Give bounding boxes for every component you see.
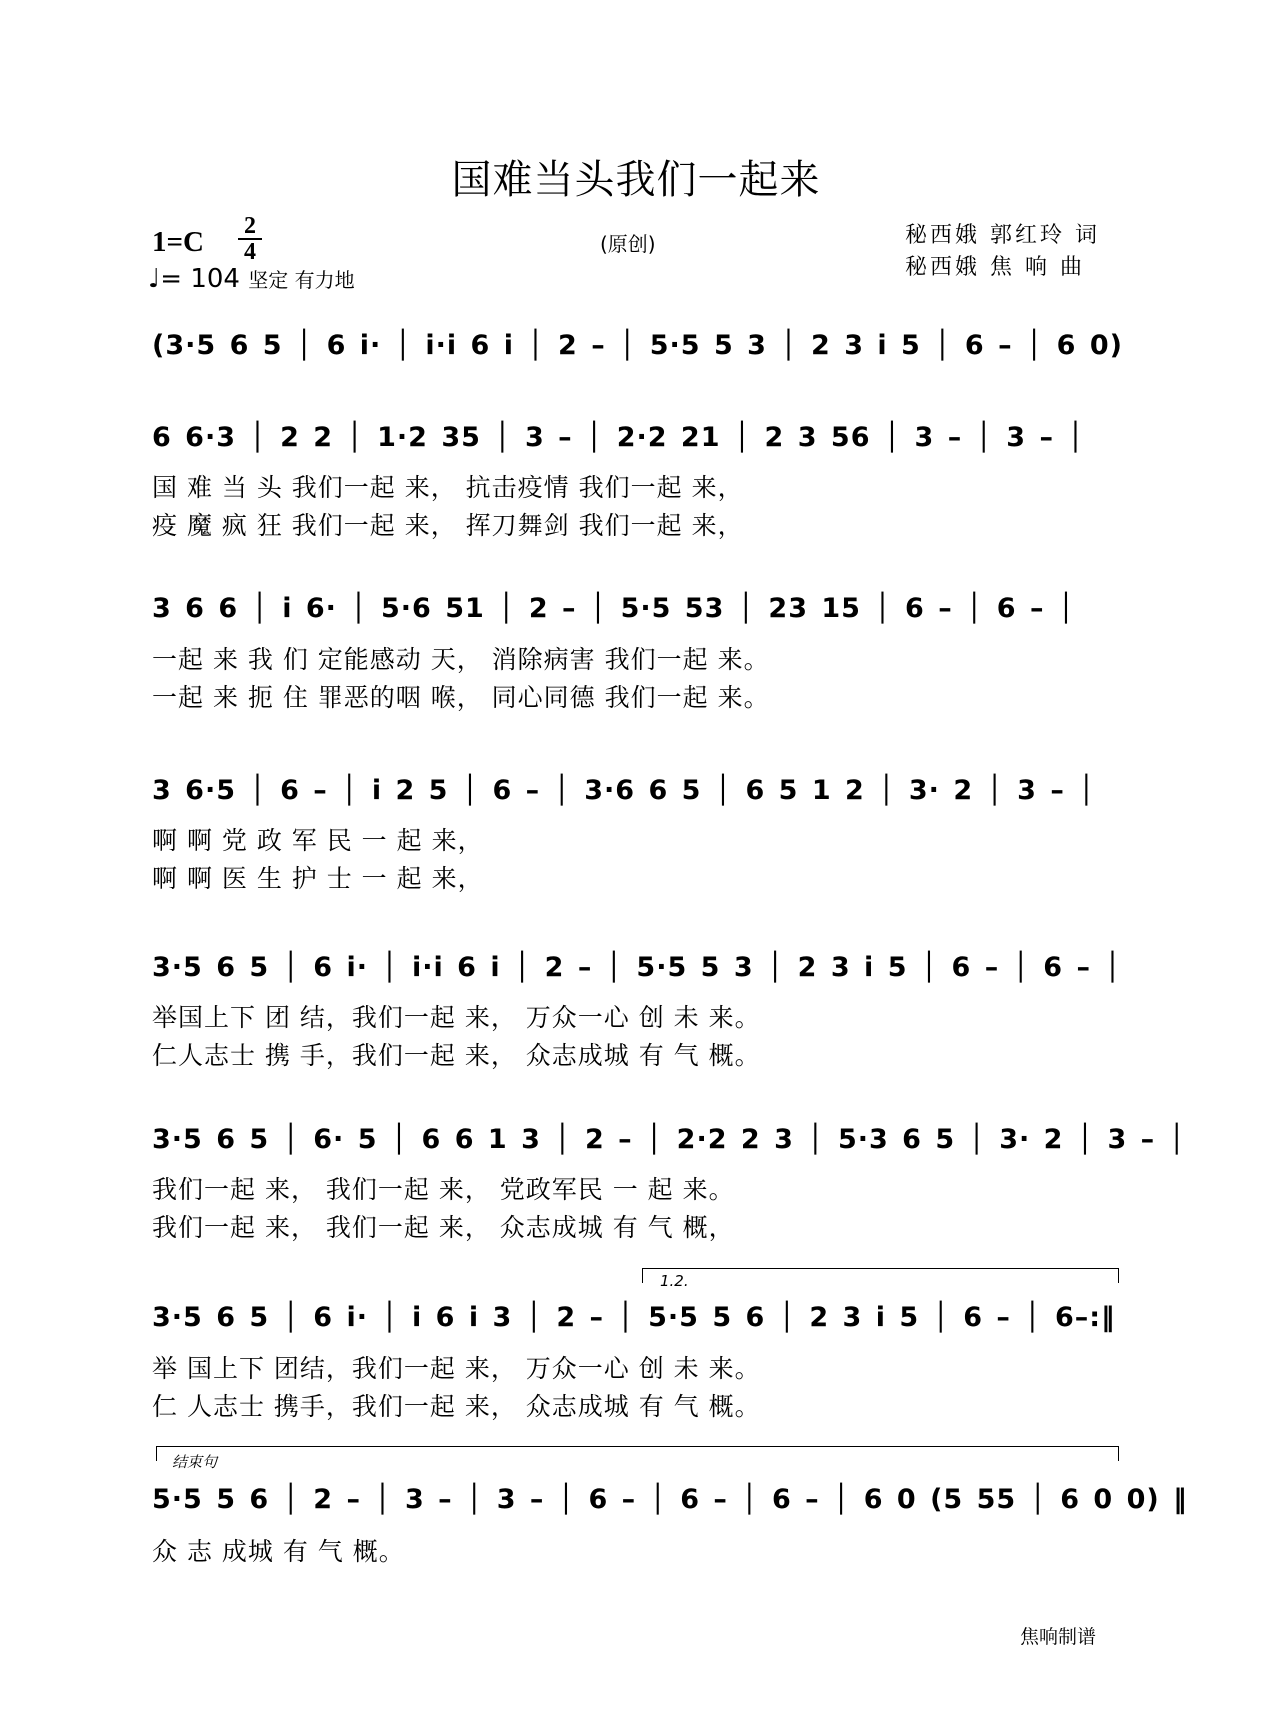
section-5-lyric-verse-1: 我们一起 来， 我们一起 来， 党政军民 一 起 来。 (152, 1175, 735, 1204)
time-signature (236, 214, 264, 264)
coda-label: 结束句 (172, 1453, 218, 1471)
section-6-lyric-verse-2: 仁 人志士 携手，我们一起 来， 众志成城 有 气 概。 (152, 1392, 761, 1421)
section-6-lyric-verse-1: 举 国上下 团结，我们一起 来， 万众一心 创 未 来。 (152, 1354, 761, 1383)
section-1-notes: 6 6·3 │ 2 2 │ 1·2 35 │ 3 – │ 2·2 21 │ 2 3 56 │ 3 – │ 3 – │ (152, 422, 1085, 453)
expression-mark: 坚定 有力地 (248, 268, 355, 292)
original-note: (原创) (600, 232, 656, 256)
section-6-notes: 3·5 6 5 │ 6 i· │ i 6 i 3 │ 2 – │ 5·5 5 6 │ 2 3 i 5 │ 6 – │ 6–:‖ (152, 1302, 1116, 1333)
volta-label: 1.2. (660, 1272, 689, 1290)
section-4-lyric-verse-2: 仁人志士 携 手，我们一起 来， 众志成城 有 气 概。 (152, 1041, 761, 1070)
time-signature-top: 2 (244, 213, 256, 239)
section-4-notes: 3·5 6 5 │ 6 i· │ i·i 6 i │ 2 – │ 5·5 5 3 │ 2 3 i 5 │ 6 – │ 6 – │ (152, 952, 1122, 983)
key-signature: 1=C (152, 226, 204, 258)
score-maker: 焦响制谱 (1020, 1626, 1097, 1648)
song-title: 国难当头我们一起来 (451, 157, 821, 203)
time-signature-bottom: 4 (244, 239, 256, 265)
tempo-value: ♩= 104 (148, 264, 240, 294)
section-3-notes: 3 6·5 │ 6 – │ i 2 5 │ 6 – │ 3·6 6 5 │ 6 5 1 2 │ 3· 2 │ 3 – │ (152, 775, 1096, 806)
composer-credit: 秘西娥 焦 响 曲 (905, 255, 1085, 280)
section-1-lyric-verse-2: 疫 魔 疯 狂 我们一起 来， 挥刀舞剑 我们一起 来， (152, 511, 744, 540)
section-3-lyric-verse-1: 啊 啊 党 政 军 民 一 起 来， (152, 826, 484, 855)
tempo-marking (148, 264, 355, 294)
section-2-lyric-verse-2: 一起 来 扼 住 罪恶的咽 喉， 同心同德 我们一起 来。 (152, 683, 770, 712)
coda-bracket (156, 1446, 1119, 1461)
section-1-lyric-verse-1: 国 难 当 头 我们一起 来， 抗击疫情 我们一起 来， (152, 473, 744, 502)
section-7-lyric: 众 志 成城 有 气 概。 (152, 1537, 405, 1566)
section-5-lyric-verse-2: 我们一起 来， 我们一起 来， 众志成城 有 气 概， (152, 1213, 735, 1242)
intro-notes: (3·5 6 5 │ 6 i· │ i·i 6 i │ 2 – │ 5·5 5 3 │ 2 3 i 5 │ 6 – │ 6 0) (152, 330, 1123, 361)
lyricist-credit: 秘西娥 郭红玲 词 (905, 223, 1100, 248)
section-4-lyric-verse-1: 举国上下 团 结，我们一起 来， 万众一心 创 未 来。 (152, 1003, 761, 1032)
section-5-notes: 3·5 6 5 │ 6· 5 │ 6 6 1 3 │ 2 – │ 2·2 2 3 │ 5·3 6 5 │ 3· 2 │ 3 – │ (152, 1124, 1186, 1155)
section-7-notes: 5·5 5 6 │ 2 – │ 3 – │ 3 – │ 6 – │ 6 – │ 6 – │ 6 0 (5 55 │ 6 0 0) ‖ (152, 1484, 1188, 1515)
volta-bracket (642, 1268, 1119, 1283)
section-2-notes: 3 6 6 │ i 6· │ 5·6 51 │ 2 – │ 5·5 53 │ 23 15 │ 6 – │ 6 – │ (152, 593, 1076, 624)
section-2-lyric-verse-1: 一起 来 我 们 定能感动 天， 消除病害 我们一起 来。 (152, 645, 770, 674)
section-3-lyric-verse-2: 啊 啊 医 生 护 士 一 起 来， (152, 864, 484, 893)
